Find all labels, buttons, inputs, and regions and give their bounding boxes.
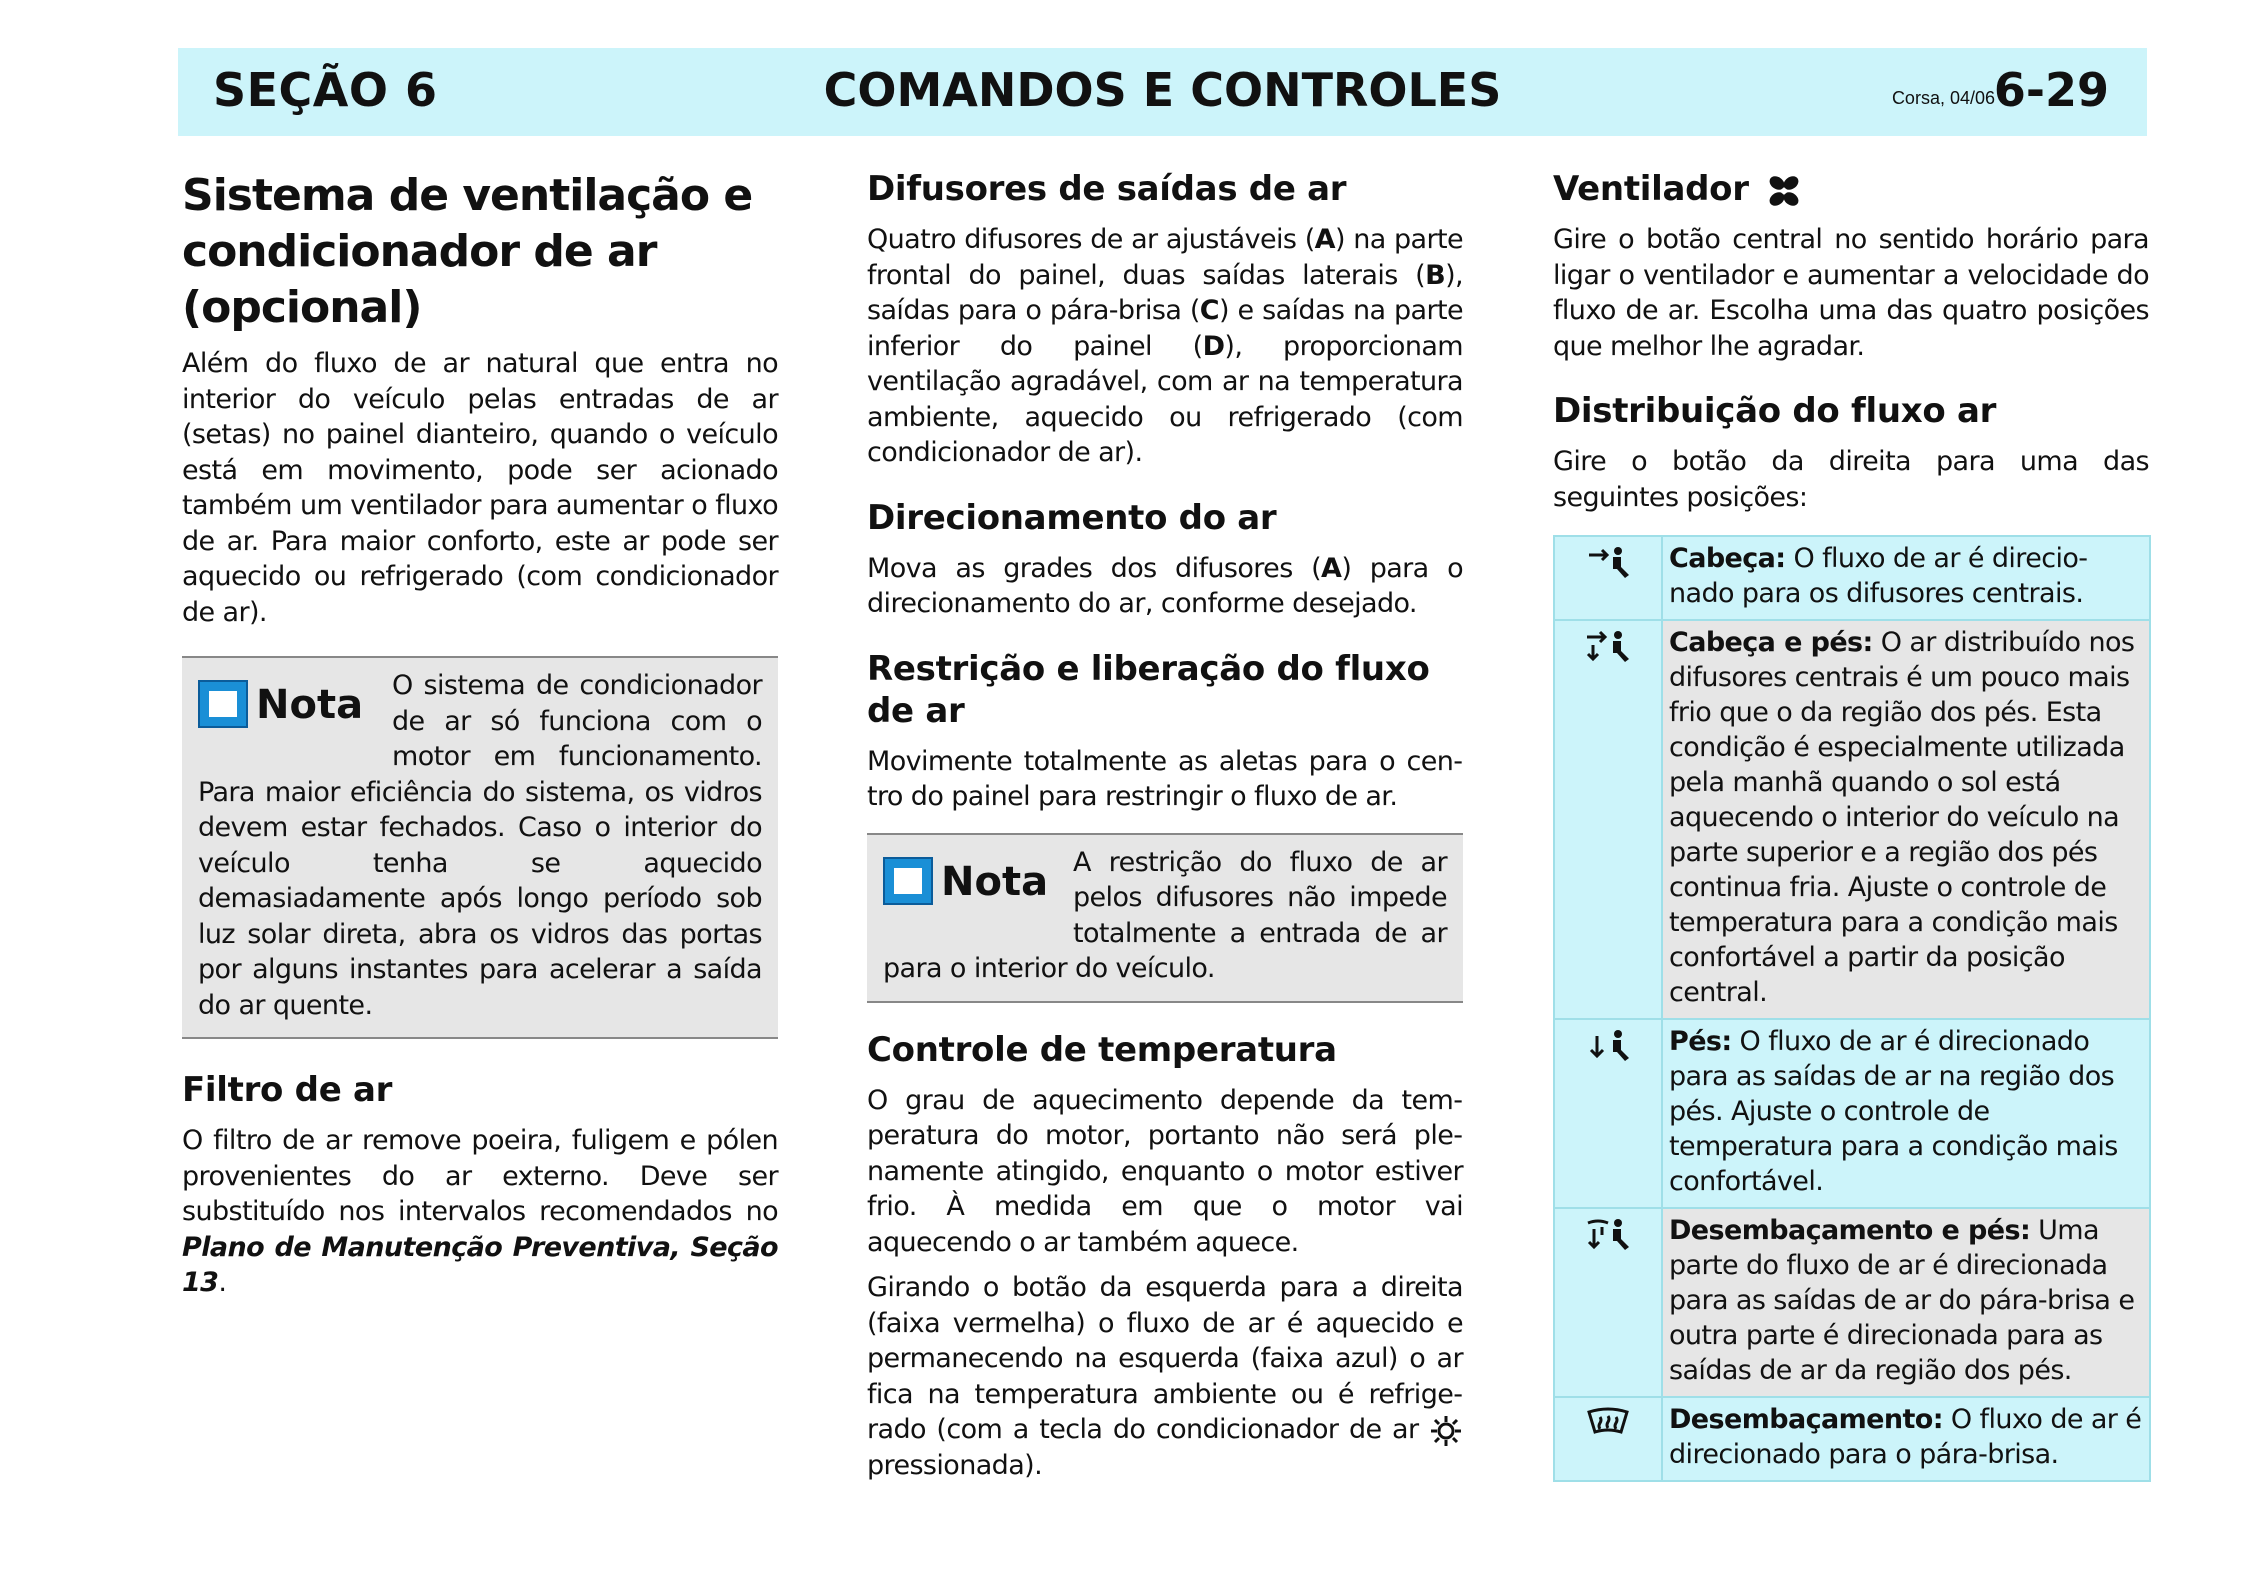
filter-text: O filtro de ar remove poeira, fuligem e pólen provenientes do ar externo. Deve ser substituído nos intervalos recomendados no — [182, 1125, 778, 1227]
note-text: O sistema de condicionador de ar só funciona com o motor em funcionamento. Para maior eficiência do sistema, os vidros devem estar fechados. Caso o interior do veículo tenha se aquecido demasiadamente após longo período sob luz solar direta, abra os vidros das portas por alguns instantes para acelerar a saída do ar quente. — [198, 670, 762, 1021]
temperature-paragraph-2: Girando o botão da esquerda para a direita (faixa vermelha) o fluxo de ar é aquecido e permanecendo na esquerda (faixa azul) o ar fica na temperatura ambiente ou é refrigerado (com a tecla do condicionador de ar pressionada). — [867, 1272, 1463, 1481]
filter-title: Filtro de ar — [182, 1070, 393, 1110]
edition-label: Corsa, 04/06 — [1891, 88, 1995, 108]
distribution-title: Distribuição do fluxo ar — [1553, 391, 1997, 431]
note-label: Nota — [256, 682, 364, 728]
intro-paragraph: Além do fluxo de ar natural que entra no interior do veículo pelas entradas de ar (setas) no painel dianteiro, quando o veículo está em movimento, pode ser acionado também um ventilador para aumentar o fluxo de ar. Para maior conforto, este ar pode ser aquecido ou refrigerado (com condicionador de ar). — [182, 348, 778, 628]
diffusers-title: Difusores de saídas de ar — [867, 169, 1347, 209]
note-header — [198, 672, 378, 740]
fan-paragraph: Gire o botão central no sentido horário para ligar o ventilador e aumentar a velocidade do fluxo de ar. Escolha uma das quatro posições que melhor lhe agradar. — [1553, 224, 2149, 362]
head-feet-mode-icon — [1585, 629, 1631, 665]
column-2 — [867, 168, 1463, 1483]
restriction-paragraph: Movimente totalmente as aletas para o centro do painel para restringir o fluxo de ar. — [867, 745, 1463, 812]
temperature-paragraph-1: O grau de aquecimento depende da temperatura do motor, portanto não será plenamente atingido, enquanto o motor estiver frio. À medida em que o motor vai aquecendo o ar também aquece. — [867, 1084, 1463, 1258]
column-1 — [182, 168, 778, 1301]
ac-snowflake-icon — [1429, 1414, 1463, 1448]
mode-row-feet: Pés: O fluxo de ar é direcionado para as saídas de ar na região dos pés. Ajuste o controle de temperatura para a condição mais confortável. — [1554, 1019, 2150, 1208]
section-title: Sistema de ventilação e condicionador de ar (opcional) — [182, 170, 753, 333]
page-number: 6-29 — [1993, 63, 2109, 117]
note-box — [182, 656, 778, 1039]
chapter-title: COMANDOS E CONTROLES — [823, 63, 1502, 117]
mode-row-defog: Desembaçamento: O fluxo de ar é direcionado para o pára-brisa. — [1554, 1397, 2150, 1481]
page-header — [178, 48, 2147, 136]
filter-paragraph: O filtro de ar remove poeira, fuligem e pólen provenientes do ar externo. Deve ser substituído nos intervalos recomendados no Plano de Manutenção Preventiva, Seção 13. — [182, 1125, 778, 1298]
maintenance-plan-reference: Plano de Manutenção Preventiva, Seção 13 — [182, 1231, 778, 1298]
note-icon — [883, 857, 933, 905]
mode-row-head: Cabeça: O fluxo de ar é direcionado para os difusores centrais. — [1554, 536, 2150, 620]
feet-mode-icon — [1585, 1028, 1631, 1064]
mode-row-head-feet: Cabeça e pés: O ar distribuído nos difusores centrais é um pouco mais frio que o da região dos pés. Esta condição é especialmente utilizada pela manhã quando o sol está aquecendo o interior do veículo na parte superior e a região dos pés continua fria. Ajuste o controle de temperatura para a condição mais confortável a partir da posição central. — [1554, 620, 2150, 1019]
temperature-title: Controle de temperatura — [867, 1029, 1337, 1070]
note-header — [883, 849, 1059, 917]
fan-title: Ventilador — [1553, 168, 2149, 210]
note-icon — [198, 680, 248, 728]
distribution-paragraph: Gire o botão da direita para uma das seguintes posições: — [1553, 446, 2149, 513]
defog-mode-icon — [1585, 1406, 1631, 1442]
air-distribution-table — [1553, 535, 2151, 1482]
column-3 — [1553, 168, 2149, 1482]
head-mode-icon — [1585, 545, 1631, 581]
section-label: SEÇÃO 6 — [213, 63, 438, 117]
direction-paragraph: Mova as grades dos difusores (A) para o direcionamento do ar, conforme desejado. — [867, 552, 1463, 619]
note-box-2 — [867, 833, 1463, 1003]
restriction-title: Restrição e liberação do fluxo de ar — [867, 648, 1430, 731]
direction-title: Direcionamento do ar — [867, 497, 1277, 538]
diffusers-paragraph: Quatro difusores de ar ajustáveis (A) na parte frontal do painel, duas saídas laterais (B), saídas para o pára-brisa (C) e saídas na parte inferior do painel (D), proporcionam ventilação agradável, com ar na temperatura ambiente, aquecido ou refrigerado (com condicionador de ar). — [867, 224, 1463, 468]
note-text: A restrição do fluxo de ar pelos difusores não impede totalmente a entrada de ar para o interior do veículo. — [883, 846, 1447, 984]
mode-row-defog-feet: Desembaçamento e pés: Uma parte do fluxo de ar é direcionada para as saídas de ar do pára-brisa e outra parte é direcionada para as saídas de ar da região dos pés. — [1554, 1208, 2150, 1397]
fan-icon — [1766, 174, 1802, 208]
note-label: Nota — [941, 858, 1049, 905]
defog-feet-mode-icon — [1585, 1217, 1631, 1253]
